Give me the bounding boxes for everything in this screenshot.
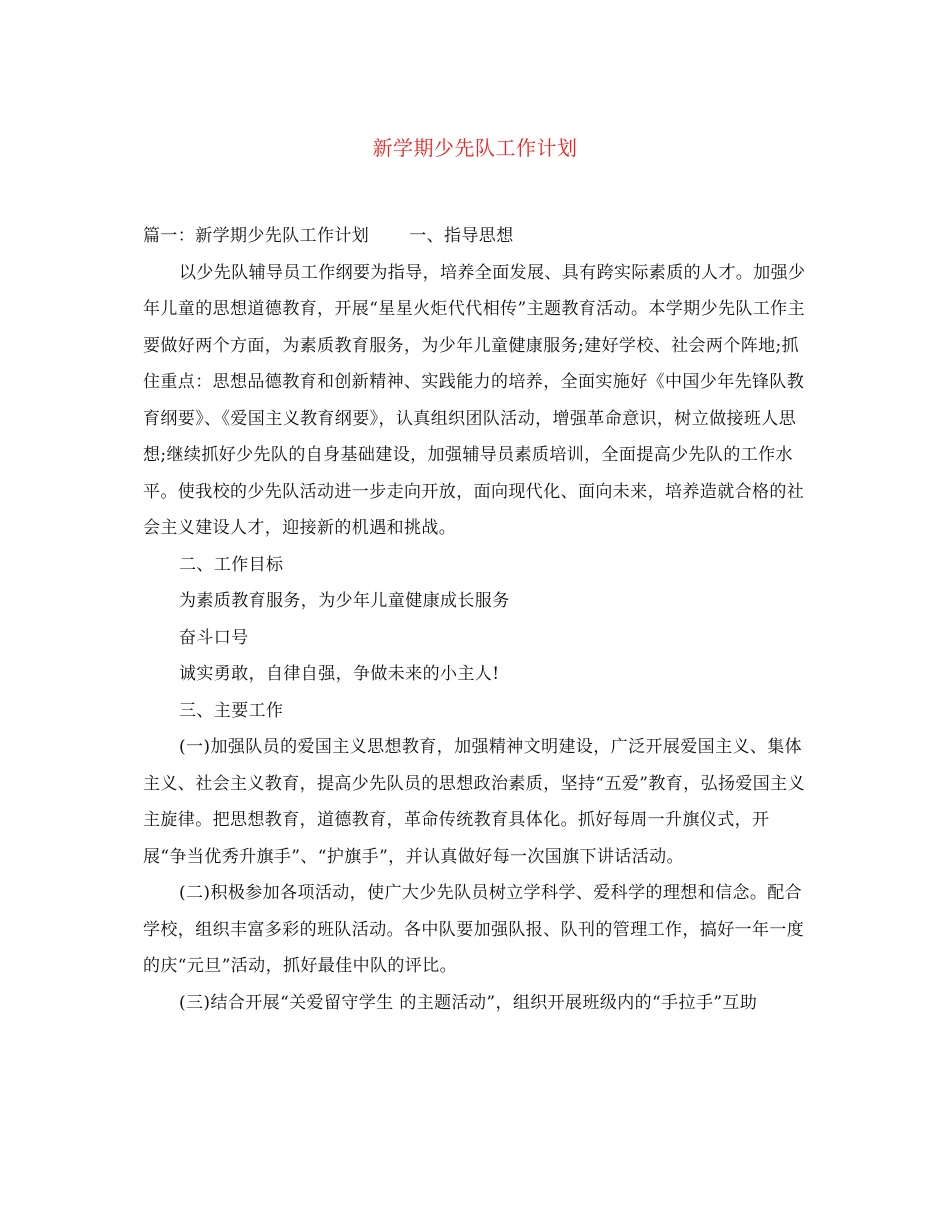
document-title: 新学期少先队工作计划 (372, 136, 578, 160)
paragraph-guiding-idea: 以少先队辅导员工作纲要为指导，培养全面发展、具有跨实际素质的人才。加强少年儿童的思想道德教育，开展“星星火炬代代相传”主题教育活动。本学期少先队工作主要做好两个方面，为素质教育服务，为少年儿童健康服务;建好学校、社会两个阵地;抓住重点：思想品德教育和创新精神、实践能力的培养，全面实施好《中国少年先锋队教育纲要》、《爱国主义教育纲要》，认真组织团队活动，增强革命意识，树立做接班人思想;继续抓好少先队的自身基础建设，加强辅导员素质培训，全面提高少先队的工作水平。使我校的少先队活动进一步走向开放，面向现代化、面向未来，培养造就合格的社会主义建设人才，迎接新的机遇和挑战。 (143, 262, 806, 538)
work-item-1: (一)加强队员的爱国主义思想教育，加强精神文明建设，广泛开展爱国主义、集体主义、社会主义教育，提高少先队员的思想政治素质，坚持“五爱”教育，弘扬爱国主义主旋律。把思想教育，道德教育，革命传统教育具体化。抓好每周一升旗仪式，开展“争当优秀升旗手”、“护旗手”，并认真做好每一次国旗下讲话活动。 (143, 737, 805, 867)
header-section: 一、指导思想 (409, 226, 514, 246)
work-item-3: (三)结合开展“关爱留守学生 的主题活动”，组织开展班级内的“手拉手”互助 (179, 992, 758, 1013)
header-line (143, 218, 807, 255)
document-body (143, 218, 807, 1021)
goal-text: 为素质教育服务，为少年儿童健康成长服务 (179, 591, 510, 611)
section-heading-goals: 二、工作目标 (179, 554, 284, 575)
slogan-text: 诚实勇敢，自律自强，争做未来的小主人! (179, 664, 500, 684)
section-heading-main-work: 三、主要工作 (179, 700, 284, 721)
slogan-label: 奋斗口号 (179, 627, 249, 648)
header-part: 篇一：新学期少先队工作计划 (143, 226, 370, 246)
work-item-2: (二)积极参加各项活动，使广大少先队员树立学科学、爱科学的理想和信念。配合学校，组织丰富多彩的班队活动。各中队要加强队报、队刊的管理工作，搞好一年一度的庆“元旦”活动，抓好最佳中队的评比。 (143, 883, 805, 976)
